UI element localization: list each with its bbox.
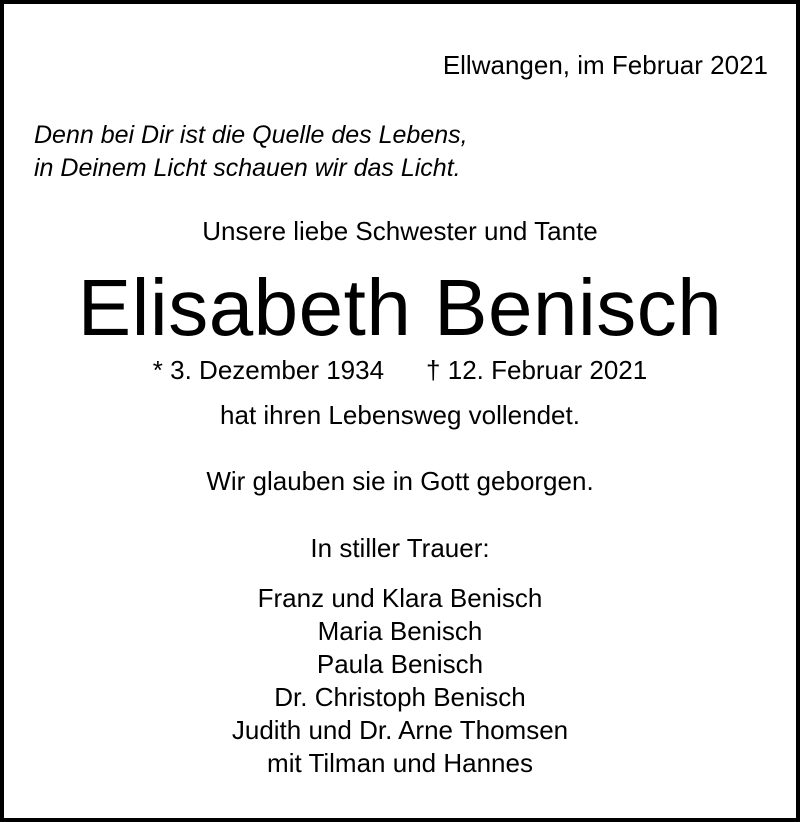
place-date: Ellwangen, im Februar 2021 (442, 50, 768, 80)
bible-verse (34, 119, 468, 185)
mourner: Franz und Klara Benisch (257, 583, 543, 613)
deceased-name: Elisabeth Benisch (77, 263, 723, 352)
mourner: Maria Benisch (317, 616, 483, 646)
life-completed-line: hat ihren Lebensweg vollendet. (220, 400, 580, 430)
mourner: Paula Benisch (316, 649, 484, 679)
mourner: Judith und Dr. Arne Thomsen (231, 715, 569, 745)
verse-line: in Deinem Licht schauen wir das Licht. (34, 154, 461, 182)
mourning-heading: In stiller Trauer: (310, 533, 490, 563)
mourners-list (4, 582, 796, 780)
mourner: mit Tilman und Hannes (267, 748, 533, 778)
verse-line: Denn bei Dir ist die Quelle des Lebens, (34, 121, 468, 149)
intro-line: Unsere liebe Schwester und Tante (202, 216, 598, 246)
mourner: Dr. Christoph Benisch (274, 682, 526, 712)
birth-date: * 3. Dezember 1934 (152, 355, 385, 385)
faith-line: Wir glauben sie in Gott geborgen. (206, 466, 594, 496)
life-dates (4, 354, 796, 386)
death-date: † 12. Februar 2021 (426, 355, 648, 385)
